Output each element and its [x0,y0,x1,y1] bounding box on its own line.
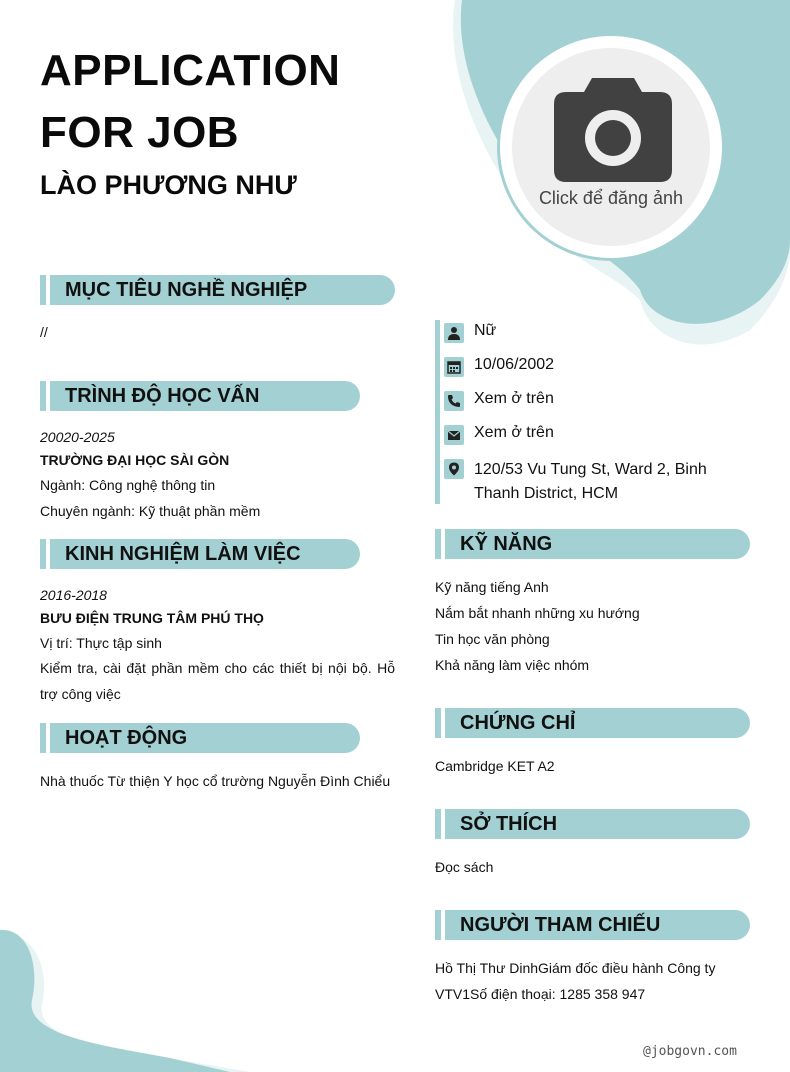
contact-gender: Nữ [474,322,497,339]
contact-phone: Xem ở trên [474,390,554,407]
experience-heading: KINH NGHIỆM LÀM VIỆC [65,543,301,565]
hobbies-heading: SỞ THÍCH [460,813,558,835]
section-hobbies-heading [435,809,750,839]
skills-heading: KỸ NĂNG [460,533,553,555]
photo-placeholder[interactable] [512,48,710,246]
education-heading: TRÌNH ĐỘ HỌC VẤN [65,385,260,407]
section-skills-heading [435,529,750,559]
contact-accent-bar [435,320,440,504]
education-period: 20020-2025 [40,429,115,445]
education-major: Ngành: Công nghệ thông tin [40,477,216,493]
phone-icon [444,391,464,411]
applicant-name: LÀO PHƯƠNG NHƯ [40,170,297,200]
contact-address: 120/53 Vu Tung St, Ward 2, Binh Thanh District, HCM [474,461,707,502]
page-title [40,40,340,164]
references-line-2: VTV1Số điện thoại: 1285 358 947 [435,986,646,1002]
skill-item: Kỹ năng tiếng Anh [435,579,549,595]
title-line-2: FOR JOB [40,108,240,157]
email-icon [444,425,464,445]
experience-description: Kiểm tra, cài đặt phần mềm cho các thiết bị nội bộ. Hỗ trợ công việc [40,660,395,702]
section-certificates-heading [435,708,750,738]
experience-company: BƯU ĐIỆN TRUNG TÂM PHÚ THỌ [40,610,264,626]
certificates-text: Cambridge KET A2 [435,758,555,774]
experience-position: Vị trí: Thực tập sinh [40,635,162,651]
watermark: @jobgovn.com [643,1044,737,1059]
skill-item: Tin học văn phòng [435,631,550,647]
references-line-1: Hồ Thị Thư DinhGiám đốc điều hành Công ty [435,960,716,976]
objective-heading: MỤC TIÊU NGHỀ NGHIỆP [65,279,308,301]
references-heading: NGƯỜI THAM CHIẾU [460,914,661,936]
hobbies-text: Đọc sách [435,859,494,875]
objective-text: // [40,324,48,340]
experience-period: 2016-2018 [40,587,107,603]
contact-email: Xem ở trên [474,424,554,441]
education-school: TRƯỜNG ĐẠI HỌC SÀI GÒN [40,452,230,468]
section-education-heading [40,381,360,411]
section-references-heading [435,910,750,940]
activities-text: Nhà thuốc Từ thiện Y học cổ trường Nguyễn Đình Chiểu [40,773,391,789]
photo-upload-label: Click để đăng ảnh [538,188,684,208]
person-icon [444,323,464,343]
section-experience-heading [40,539,360,569]
camera-icon [554,78,672,182]
calendar-icon [444,357,464,377]
education-specialization: Chuyên ngành: Kỹ thuật phần mềm [40,503,261,519]
activities-heading: HOẠT ĐỘNG [65,727,188,749]
certificates-heading: CHỨNG CHỈ [460,712,576,734]
photo-upload[interactable] [500,36,722,258]
skill-item: Nắm bắt nhanh những xu hướng [435,605,640,621]
title-line-1: APPLICATION [40,46,341,95]
section-activities-heading [40,723,360,753]
skill-item: Khả năng làm việc nhóm [435,657,590,673]
contact-birthday: 10/06/2002 [474,356,555,373]
location-pin-icon [444,459,464,479]
section-objective-heading [40,275,395,305]
